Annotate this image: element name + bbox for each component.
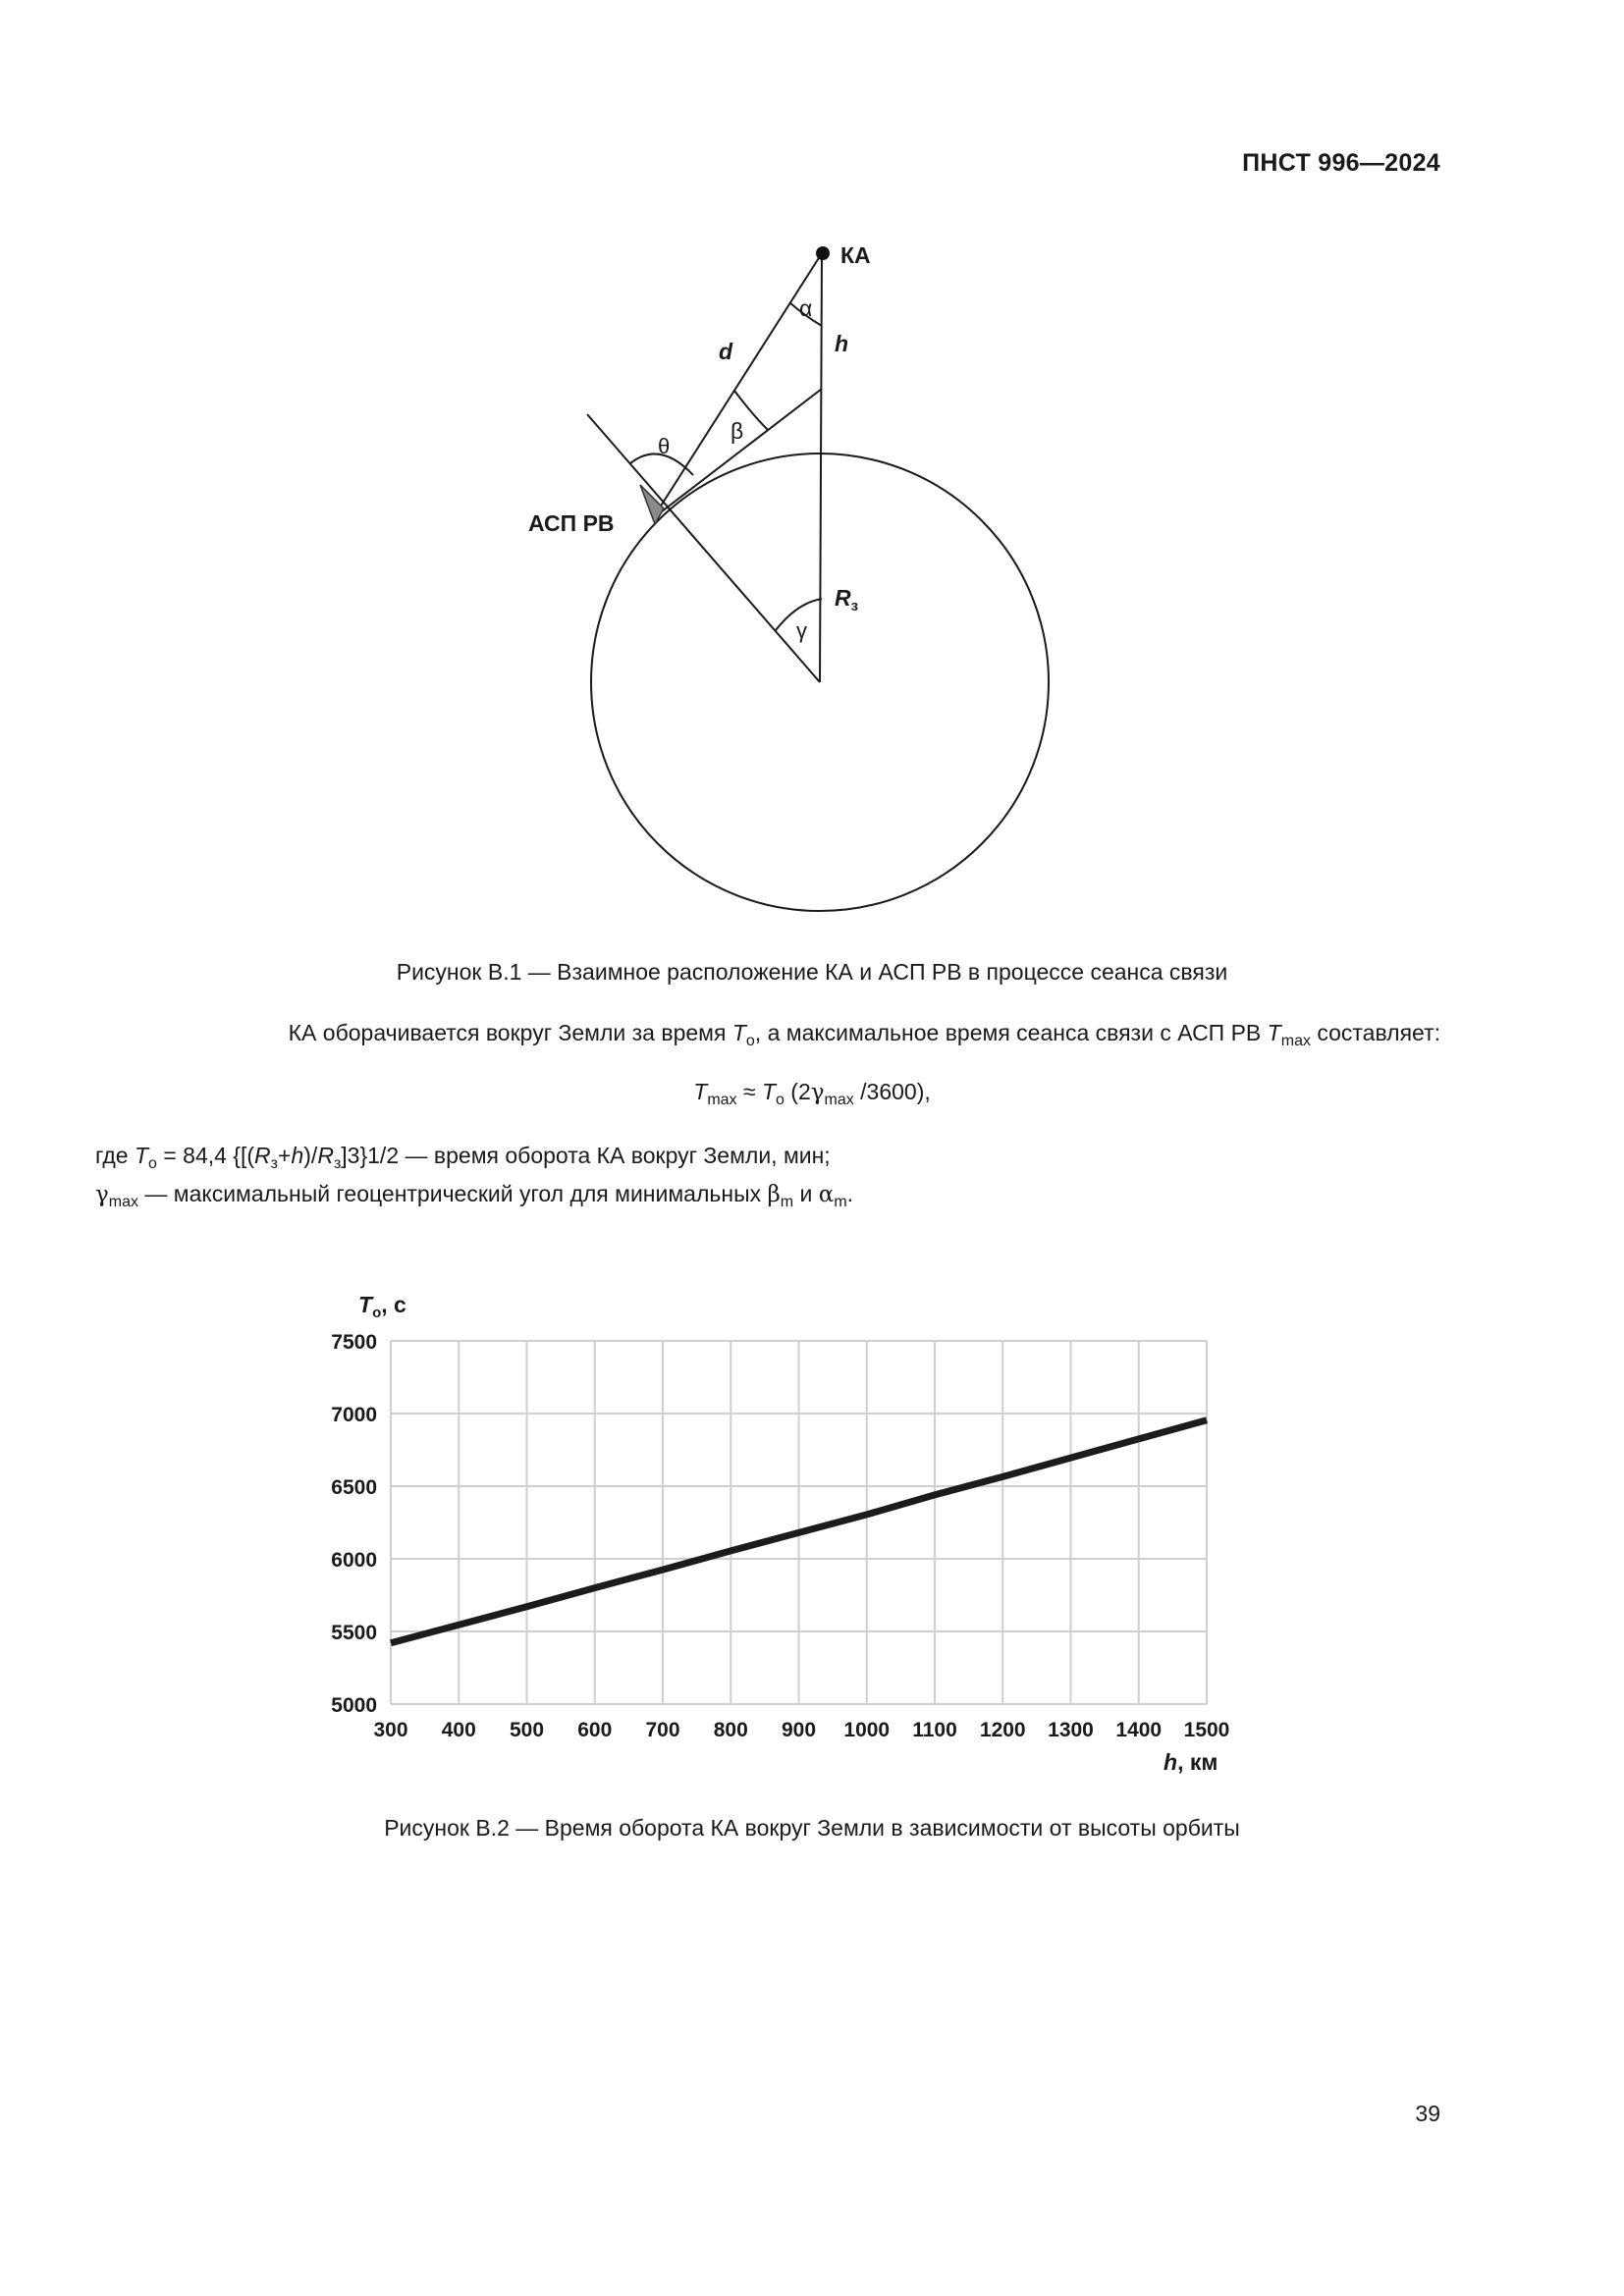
x-tick-400: 400 xyxy=(441,1719,476,1741)
label-gamma: γ xyxy=(796,618,807,643)
figure-geometry-diagram xyxy=(0,0,1624,942)
where-line-2: $\gamma_{max}$ — максимальный геоцентрический угол для минимальных $\beta_m$ и $\alpha_m$. xyxy=(95,1181,854,1210)
y-tick-labels xyxy=(331,1331,377,1717)
y-tick-7000: 7000 xyxy=(331,1404,377,1426)
x-tick-1500: 1500 xyxy=(1183,1719,1230,1741)
vertical-line xyxy=(820,253,822,682)
x-tick-800: 800 xyxy=(713,1719,748,1741)
y-axis-label: $T_о$, с xyxy=(358,1292,406,1321)
y-tick-6500: 6500 xyxy=(331,1476,377,1499)
label-d: d xyxy=(719,339,733,364)
tangent-line xyxy=(653,389,822,518)
formula-tmax: $T_{max} \approx T_о$ ($2\gamma_{max}$ /3600), xyxy=(693,1079,931,1108)
label-h: h xyxy=(835,331,849,356)
x-tick-1100: 1100 xyxy=(912,1719,957,1741)
x-tick-1000: 1000 xyxy=(843,1719,891,1741)
x-tick-labels xyxy=(373,1719,1229,1741)
chart-grid xyxy=(391,1341,1207,1704)
label-beta: β xyxy=(731,418,744,444)
x-tick-1200: 1200 xyxy=(979,1719,1026,1741)
x-tick-500: 500 xyxy=(509,1719,545,1741)
standard-code: ПНСТ 996—2024 xyxy=(1242,149,1440,177)
radius-line xyxy=(587,414,820,682)
x-tick-700: 700 xyxy=(645,1719,680,1741)
label-ka: КА xyxy=(840,242,871,268)
label-alpha: α xyxy=(799,295,813,321)
x-tick-1300: 1300 xyxy=(1048,1719,1094,1741)
orbit-period-chart xyxy=(0,1276,1624,1787)
sightline-d xyxy=(653,253,822,518)
y-tick-7500: 7500 xyxy=(331,1331,377,1354)
satellite-marker xyxy=(816,246,830,260)
page-number: 39 xyxy=(1415,2101,1440,2126)
where-line-1: где $T_о = 84,4$ $\{[(R_з+h)/R_з]3\}1/2$ — время оборота КА вокруг Земли, мин; xyxy=(95,1143,831,1172)
x-tick-1400: 1400 xyxy=(1115,1719,1163,1741)
figure2-caption: Рисунок В.2 — Время оборота КА вокруг Земли в зависимости от высоты орбиты xyxy=(384,1815,1240,1841)
y-tick-5000: 5000 xyxy=(331,1694,377,1717)
x-tick-600: 600 xyxy=(577,1719,613,1741)
label-theta: θ xyxy=(658,434,671,458)
paragraph-period: КА оборачивается вокруг Земли за время $T_о$, а максимальное время сеанса связи с АСП РВ $T_{max}$ составляет: xyxy=(288,1020,1440,1049)
label-station: АСП РВ xyxy=(528,510,615,536)
figure1-caption: Рисунок В.1 — Взаимное расположение КА и АСП РВ в процессе сеанса связи xyxy=(396,959,1228,985)
y-tick-5500: 5500 xyxy=(331,1622,377,1644)
y-tick-6000: 6000 xyxy=(331,1549,377,1572)
x-tick-300: 300 xyxy=(373,1719,408,1741)
label-r: $R_з$ xyxy=(835,585,859,614)
x-tick-900: 900 xyxy=(781,1719,817,1741)
x-axis-label: h, км xyxy=(1164,1749,1218,1775)
